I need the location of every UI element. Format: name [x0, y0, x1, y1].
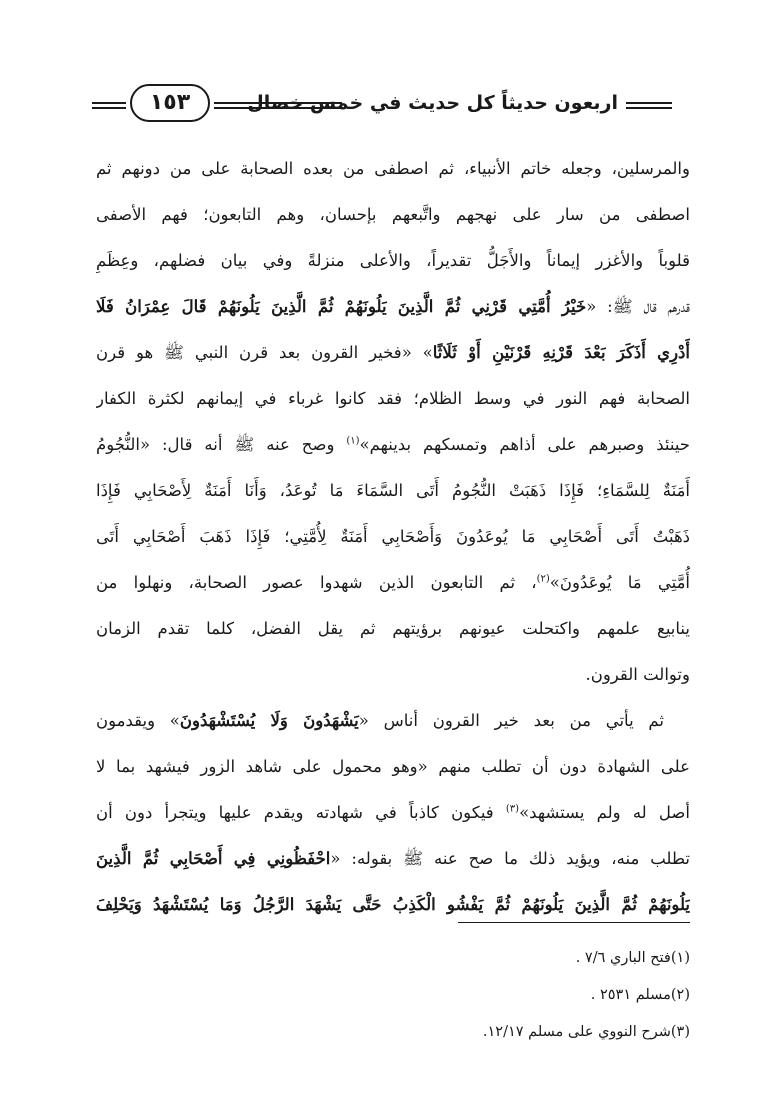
text-segment: وصح عنه ﷺ أنه قال: «النُّجُومُ	[96, 435, 347, 454]
footnote: (٢)مسلم ٢٥٣١ .	[590, 987, 690, 1003]
text-line: والمرسلين، وجعله خاتم الأنبياء، ثم اصطفى من بعده الصحابة على من دونهم ثم	[96, 159, 690, 178]
footnote-ref: (١)	[346, 435, 360, 447]
text-segment: فيكون كاذباً في شهادته ويقدم عليها ويتجرأ دون أن	[96, 803, 506, 822]
text-line: على الشهادة دون أن تطلب منهم «وهو محمول على شاهد الزور فيشهد بما لا	[96, 757, 690, 776]
text-segment: أُمَّتِي مَا يُوعَدُونَ»	[549, 573, 690, 592]
page-number: ١٥٣	[130, 84, 210, 122]
text-line: وتوالت القرون.	[585, 665, 690, 684]
hadith-quote: يَشْهَدُونَ وَلَا يُسْتَشْهَدُونَ	[179, 711, 359, 730]
footnote: (٣)شرح النووي على مسلم ١٢/١٧.	[482, 1024, 690, 1040]
text-segment: » ويقدمون	[96, 711, 180, 730]
text-segment: أصل له ولم يستشهد»	[519, 803, 690, 822]
text-line	[96, 330, 690, 376]
hadith-quote: أَدْرِي أَذَكَرَ بَعْدَ قَرْنِهِ قَرْنَيْنِ أَوْ ثَلَاثًا	[432, 343, 690, 362]
footnote-ref: (٢)	[536, 573, 550, 585]
text-line	[96, 560, 690, 606]
footnote-separator	[458, 922, 690, 923]
main-text	[96, 146, 690, 928]
text-line	[96, 836, 690, 882]
text-segment: تطلب منه، ويؤيد ذلك ما صح عنه ﷺ بقوله: «	[330, 849, 690, 868]
header-rule-right	[626, 102, 672, 109]
text-line: ذَهَبْتُ أَتَى أَصْحَابِي مَا يُوعَدُونَ وَأَصْحَابِي أَمَنَةٌ لِأُمَّتِي؛ فَإِذَا ذَهَبَ أَصْحَابِي أَتَى	[96, 527, 690, 546]
text-line	[96, 698, 690, 744]
header-rule-left	[92, 102, 126, 109]
text-segment: قدرهم قال ﷺ: «	[586, 297, 690, 316]
text-segment: ثم يأتي من بعد خير القرون أناس «	[358, 711, 664, 730]
page-header	[92, 82, 672, 126]
text-line: أَمَنَةٌ لِلسَّمَاءِ؛ فَإِذَا ذَهَبَتْ النُّجُومُ أَتَى السَّمَاءَ مَا تُوعَدُ، وَأَنَا أَمَنَةٌ لِأَصْحَابِي فَإِذَا	[96, 481, 690, 500]
footnote: (١)فتح الباري ٧/٦ .	[575, 950, 690, 966]
hadith-quote: يَلُونَهُمْ ثُمَّ الَّذِينَ يَلُونَهُمْ ثُمَّ يَفْشُو الْكَذِبُ حَتَّى يَشْهَدَ الرَّجُلُ وَمَا يُسْتَشْهَدُ وَيَحْلِفَ	[96, 895, 690, 914]
footnote-ref: (٣)	[505, 803, 520, 815]
hadith-quote: احْفَظُونِي فِي أَصْحَابِي ثُمَّ الَّذِينَ	[96, 849, 331, 868]
text-segment: » «فخير القرون بعد قرن النبي ﷺ هو قرن	[96, 343, 433, 362]
hadith-quote: خَيْرُ أُمَّتِي قَرْنِي ثُمَّ الَّذِينَ يَلُونَهُمْ ثُمَّ الَّذِينَ يَلُونَهُمْ قَالَ عِمْرَانُ فَلَا	[96, 297, 587, 316]
text-line: قلوباً والأغزر إيماناً والأَجَلُّ تقديراً، والأعلى منزلةً وفي بيان فضلهم، وعِظَمِ	[96, 251, 690, 270]
text-line: الصحابة فهم النور في وسط الظلام؛ فقد كانوا غرباء في إيمانهم لكثرة الكفار	[96, 389, 690, 408]
text-segment: حينئذ وصبرهم على أذاهم وتمسكهم بدينهم»	[359, 435, 690, 454]
text-line: ينابيع علمهم واكتحلت عيونهم برؤيتهم ثم يقل الفضل، كلما تقدم الزمان	[96, 619, 690, 638]
header-rule-middle	[214, 102, 342, 109]
text-line: اصطفى من سار على نهجهم واتَّبعهم بإحسان، وهم التابعون؛ فهم الأصفى	[96, 205, 690, 224]
footnotes	[290, 940, 690, 1051]
text-line	[96, 790, 690, 836]
text-line	[96, 422, 690, 468]
text-segment: ، ثم التابعون الذين شهدوا عصور الصحابة، ونهلوا من	[96, 573, 537, 592]
text-line	[96, 284, 690, 330]
running-title: اربعون حديثاً كل حديث في خمس خصال	[247, 92, 618, 114]
